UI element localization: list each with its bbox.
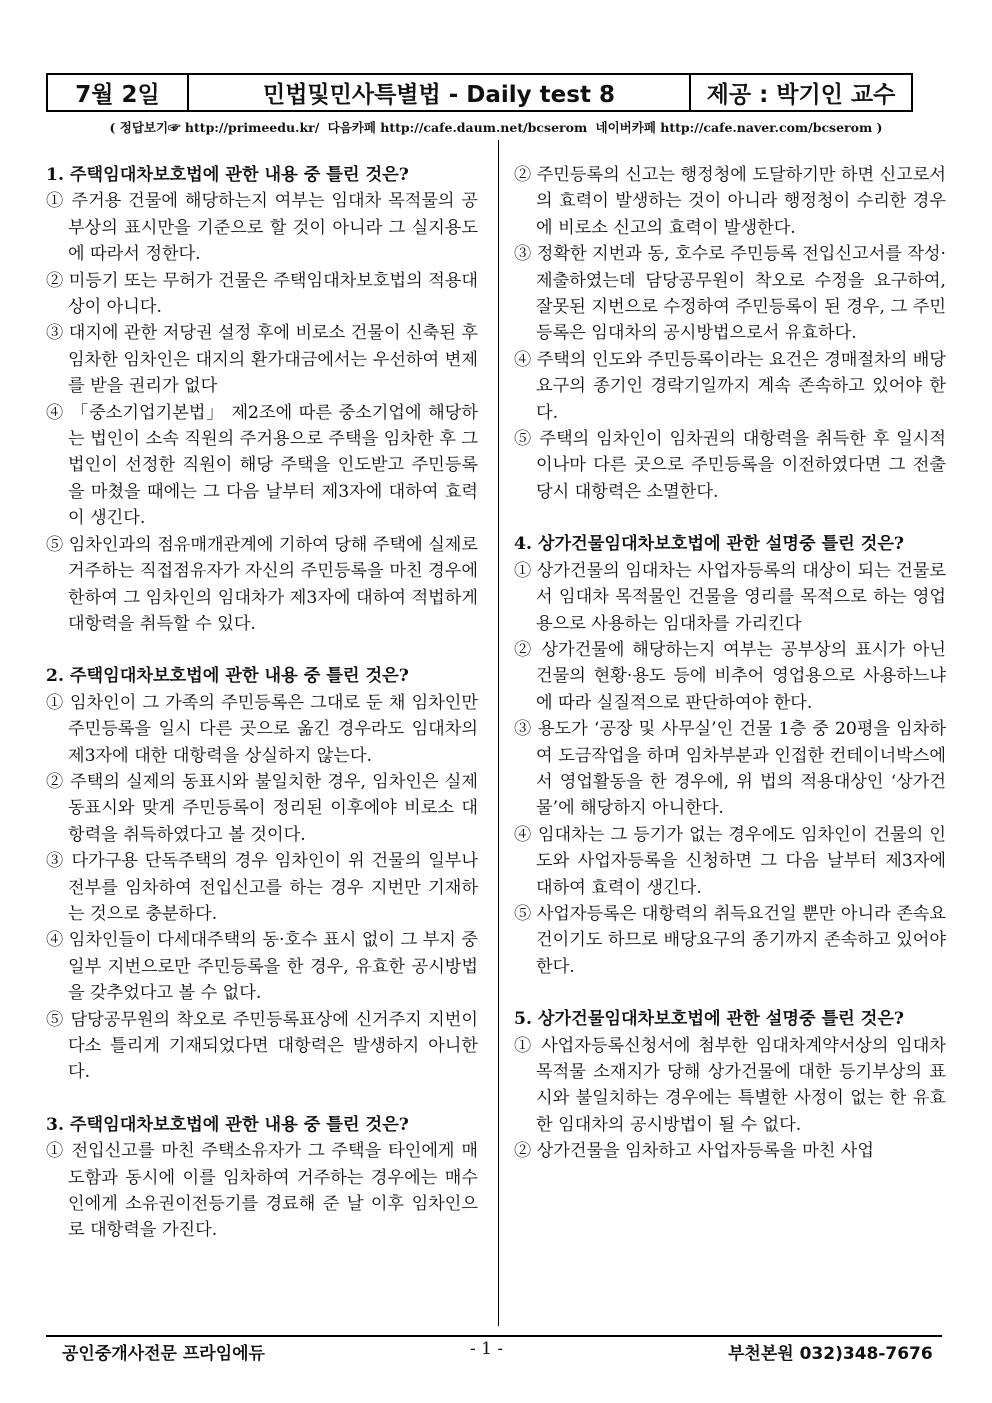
spacer	[514, 980, 946, 1006]
question-5-option: ① 사업자등록신청서에 첨부한 임대차계약서상의 임대차목적물 소재지가 당해 상가건물에 대한 등기부상의 표시와 불일치하는 경우에는 특별한 사정이 없는 한 유효한 임대차의 공시방법이 될 수 없다.	[514, 1035, 946, 1135]
question-1-option: ① 주거용 건물에 해당하는지 여부는 임대차 목적물의 공부상의 표시만을 기준으로 할 것이 아니라 그 실지용도에 따라서 정한다.	[46, 191, 478, 265]
spacer	[46, 637, 478, 663]
naver-cafe-link[interactable]: 네이버카페 http://cafe.naver.com/bcserom )	[595, 120, 883, 135]
question-1-option: ③ 대지에 관한 저당권 설정 후에 비로소 건물이 신축된 후 임차한 임차인은 대지의 환가대금에서는 우선하여 변제를 받을 권리가 없다	[46, 323, 478, 397]
header-box	[46, 73, 913, 112]
spacer	[46, 1086, 478, 1112]
footer-academy: 공인중개사전문 프라임에듀	[62, 1344, 265, 1364]
question-1-option: ⑤ 임차인과의 점유매개관계에 기하여 당해 주택에 실제로 거주하는 직접점유자가 자신의 주민등록을 마친 경우에 한하여 그 임차인의 임대차가 제3자에 대하여 적법하게 대항력을 취득할 수 있다.	[46, 534, 478, 634]
left-column	[46, 162, 478, 1244]
answer-link[interactable]: ( 정답보기☞ http://primeedu.kr/	[109, 120, 320, 135]
question-4-option: ⑤ 사업자등록은 대항력의 취득요건일 뿐만 아니라 존속요건이기도 하므로 배당요구의 종기까지 존속하고 있어야 한다.	[514, 903, 946, 977]
right-column	[514, 162, 946, 1165]
question-4-option: ④ 임대차는 그 등기가 없는 경우에도 임차인이 건물의 인도와 사업자등록을 신청하면 그 다음 날부터 제3자에 대하여 효력이 생긴다.	[514, 824, 946, 898]
header-provider: 제공 : 박기인 교수	[706, 82, 896, 108]
page-number: - 1 -	[470, 1339, 504, 1359]
footer-contact: 부천본원 032)348-7676	[728, 1344, 933, 1364]
question-3-option: ④ 주택의 인도와 주민등록이라는 요건은 경매절차의 배당요구의 종기인 경락기일까지 계속 존속하고 있어야 한다.	[514, 349, 946, 423]
daum-cafe-link[interactable]: 다음카페 http://cafe.daum.net/bcserom	[327, 120, 588, 135]
header-title: 민법및민사특별법 - Daily test 8	[189, 75, 691, 110]
question-4-option: ① 상가건물의 임대차는 사업자등록의 대상이 되는 건물로서 임대차 목적물인 건물을 영리를 목적으로 하는 영업용으로 사용하는 임대차를 가리킨다	[514, 560, 946, 634]
question-3-option: ⑤ 주택의 임차인이 임차권의 대항력을 취득한 후 일시적이나마 다른 곳으로 주민등록을 이전하였다면 그 전출 당시 대항력은 소멸한다.	[514, 429, 946, 502]
footer-divider	[46, 1335, 942, 1337]
header-date: 7월 2일	[48, 75, 189, 110]
link-line	[0, 118, 992, 136]
question-5-title: 5. 상가건물임대차보호법에 관한 설명중 틀린 것은?	[514, 1009, 904, 1030]
question-4-option: ③ 용도가 ‘공장 및 사무실’인 건물 1층 중 20평을 임차하여 도금작업을 하며 임차부분과 인접한 컨테이너박스에서 영업활동을 한 경우에, 위 법의 적용대상인 ‘상가건물’에 해당하지 아니한다.	[514, 719, 946, 819]
spacer	[514, 505, 946, 531]
question-3-option: ② 주민등록의 신고는 행정청에 도달하기만 하면 신고로서의 효력이 발생하는 것이 아니라 행정청이 수리한 경우에 비로소 신고의 효력이 발생한다.	[514, 165, 946, 238]
question-1-option: ② 미등기 또는 무허가 건물은 주택임대차보호법의 적용대상이 아니다.	[46, 270, 478, 318]
question-5-option: ② 상가건물을 임차하고 사업자등록을 마친 사업	[514, 1141, 874, 1162]
question-1-option: ④ 「중소기업기본법」 제2조에 따른 중소기업에 해당하는 법인이 소속 직원의 주거용으로 주택을 임차한 후 그 법인이 선정한 직원이 해당 주택을 인도받고 주민등록을 마쳤을 때에는 그 다음 날부터 제3자에 대하여 효력이 생긴다.	[46, 402, 478, 529]
question-2-option: ③ 다가구용 단독주택의 경우 임차인이 위 건물의 일부나 전부를 임차하여 전입신고를 하는 경우 지번만 기재하는 것으로 충분하다.	[46, 851, 478, 924]
question-1-title: 1. 주택임대차보호법에 관한 내용 중 틀린 것은?	[46, 165, 409, 185]
question-3-option: ③ 정확한 지번과 동, 호수로 주민등록 전입신고서를 작성·제출하였는데 담당공무원이 착오로 수정을 요구하여, 잘못된 지번으로 수정하여 주민등록이 된 경우, 그 주민등록은 임대차의 공시방법으로서 유효하다.	[514, 244, 946, 344]
question-4-title: 4. 상가건물임대차보호법에 관한 설명중 틀린 것은?	[514, 534, 904, 555]
question-4-option: ② 상가건물에 해당하는지 여부는 공부상의 표시가 아닌 건물의 현황·용도 등에 비추어 영업용으로 사용하느냐에 따라 실질적으로 판단하여야 한다.	[514, 639, 946, 713]
question-2-option: ② 주택의 실제의 동표시와 불일치한 경우, 임차인은 실제 동표시와 맞게 주민등록이 정리된 이후에야 비로소 대항력을 취득하였다고 볼 것이다.	[46, 771, 478, 845]
column-divider	[498, 140, 499, 1326]
question-3-option: ① 전입신고를 마친 주택소유자가 그 주택을 타인에게 매도함과 동시에 이를 임차하여 거주하는 경우에는 매수인에게 소유권이전등기를 경료해 준 날 이후 임차인으로 대항력을 가진다.	[46, 1141, 478, 1241]
question-3-title: 3. 주택임대차보호법에 관한 내용 중 틀린 것은?	[46, 1114, 409, 1135]
question-2-title: 2. 주택임대차보호법에 관한 내용 중 틀린 것은?	[46, 666, 409, 687]
question-2-option: ④ 임차인들이 다세대주택의 동·호수 표시 없이 그 부지 중 일부 지번으로만 주민등록을 한 경우, 유효한 공시방법을 갖추었다고 볼 수 없다.	[46, 930, 478, 1004]
question-2-option: ⑤ 담당공무원의 착오로 주민등록표상에 신거주지 지번이 다소 틀리게 기재되었다면 대항력은 발생하지 아니한다.	[46, 1009, 478, 1083]
question-2-option: ① 임차인이 그 가족의 주민등록은 그대로 둔 채 임차인만 주민등록을 일시 다른 곳으로 옮긴 경우라도 임대차의 제3자에 대한 대항력을 상실하지 않는다.	[46, 692, 478, 766]
